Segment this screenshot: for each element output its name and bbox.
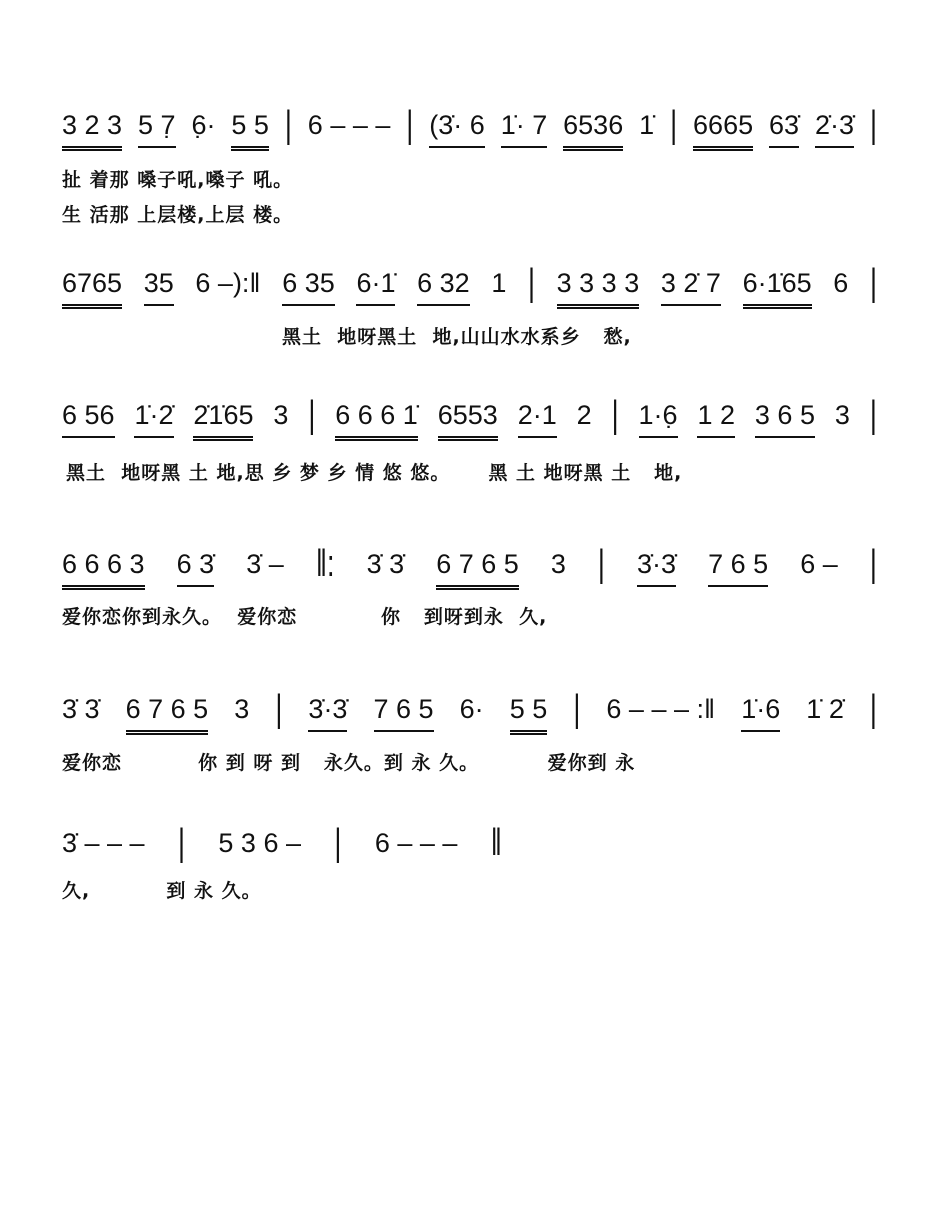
note-group: (3̇· 6 <box>429 108 485 148</box>
note-group: 3̇ – <box>246 549 284 579</box>
barline: | <box>869 687 877 730</box>
score-row-6 <box>62 821 502 864</box>
barline: | <box>869 393 877 436</box>
note-group: 3 3 3 3 <box>557 266 640 309</box>
note-group: 6̣· <box>191 110 216 140</box>
note-group: 2̇·3̇ <box>815 108 854 148</box>
note-group: 2̇1̇65 <box>193 398 253 441</box>
lyrics-row-3: 黑土 地呀黑 土 地,思 乡 梦 乡 情 悠 悠。 黑 土 地呀黑 土 地, <box>66 462 683 484</box>
barline: | <box>334 821 342 864</box>
note-group: 3̇ 3̇ <box>366 549 405 579</box>
note-group: 2 <box>576 400 592 430</box>
barline: | <box>611 393 619 436</box>
note-group: 3 <box>834 400 850 430</box>
score-row-3 <box>62 393 877 441</box>
note-group: 5 7̣ <box>138 108 176 148</box>
note-group: 3̇ 3̇ <box>62 694 100 724</box>
note-group: 6 7 6 5 <box>126 692 209 735</box>
note-group: 5 3 6 – <box>218 828 301 858</box>
lyrics-row-1-verse-1: 扯 着那 嗓子吼,嗓子 吼。 <box>62 169 294 191</box>
barline: | <box>670 103 678 146</box>
note-group: 3 2̇ 7 <box>661 266 721 306</box>
note-group: 1·6̣ <box>639 398 678 438</box>
note-group: 6 6 6 3 <box>62 547 145 590</box>
note-group: 5 5 <box>231 108 269 151</box>
barline: | <box>284 103 292 146</box>
note-group: 6 3̇ <box>177 547 215 587</box>
barline: | <box>869 542 877 585</box>
note-group: 7 6 5 <box>374 692 434 732</box>
barline: | <box>597 542 605 585</box>
note-group: 6 – – – <box>307 110 391 140</box>
note-group: 1̇·6 <box>741 692 780 732</box>
note-group: 6 –):‖ <box>195 268 261 298</box>
note-group: 1 2 <box>697 398 735 438</box>
note-group: 3 6 5 <box>755 398 815 438</box>
note-group: 2·1 <box>518 398 557 438</box>
note-group: 1̇·2̇ <box>134 398 173 438</box>
note-group: 6· <box>459 694 484 724</box>
note-group: 3̇·3̇ <box>637 547 676 587</box>
score-row-5 <box>62 687 877 735</box>
score-row-2 <box>62 261 877 309</box>
note-group: 6 – <box>800 549 838 579</box>
note-group: 35 <box>144 266 174 306</box>
score-row-4 <box>62 542 877 590</box>
note-group: 3 <box>550 549 566 579</box>
note-group: 3̇·3̇ <box>308 692 347 732</box>
note-group: 1 <box>491 268 507 298</box>
barline: ‖: <box>315 542 335 585</box>
barline: | <box>275 687 283 730</box>
lyrics-row-1-verse-2: 生 活那 上层楼,上层 楼。 <box>62 204 294 226</box>
note-group: 1̇ 2̇ <box>806 694 844 724</box>
note-group: 6 – – – :‖ <box>606 694 716 724</box>
note-group: 6553 <box>438 398 498 441</box>
note-group: 6 6 6 1̇ <box>335 398 418 441</box>
note-group: 3 <box>234 694 250 724</box>
note-group: 6·1̇65 <box>743 266 812 309</box>
note-group: 63̇ <box>769 108 799 148</box>
barline: | <box>177 821 185 864</box>
note-group: 7 6 5 <box>708 547 768 587</box>
note-group: 6665 <box>693 108 753 151</box>
barline: | <box>406 103 414 146</box>
lyrics-row-6: 久, 到 永 久。 <box>62 880 262 902</box>
note-group: 3̇ – – – <box>62 828 145 858</box>
barline: | <box>308 393 316 436</box>
note-group: 6 <box>833 268 849 298</box>
note-group: 6 – – – <box>374 828 458 858</box>
barline: | <box>527 261 535 304</box>
barline: | <box>573 687 581 730</box>
note-group: 3 <box>273 400 289 430</box>
score-row-1 <box>62 103 877 151</box>
note-group: 1̇· 7 <box>501 108 548 148</box>
note-group: 6 56 <box>62 398 115 438</box>
lyrics-row-2: 黑土 地呀黑土 地,山山水水系乡 愁, <box>282 326 632 348</box>
barline: | <box>869 261 877 304</box>
note-group: 6 7 6 5 <box>436 547 519 590</box>
note-group: 3 2 3 <box>62 108 122 151</box>
lyrics-row-4: 爱你恋你到永久。 爱你恋 你 到呀到永 久, <box>62 606 548 628</box>
barline: ‖ <box>490 821 502 864</box>
note-group: 1̇ <box>639 110 655 140</box>
note-group: 6765 <box>62 266 122 309</box>
note-group: 6 35 <box>282 266 335 306</box>
note-group: 6 32 <box>417 266 470 306</box>
barline: | <box>869 103 877 146</box>
note-group: 6·1̇ <box>356 266 395 306</box>
note-group: 6536 <box>563 108 623 151</box>
lyrics-row-5: 爱你恋 你 到 呀 到 永久。到 永 久。 爱你到 永 <box>62 752 636 774</box>
note-group: 5 5 <box>510 692 548 735</box>
